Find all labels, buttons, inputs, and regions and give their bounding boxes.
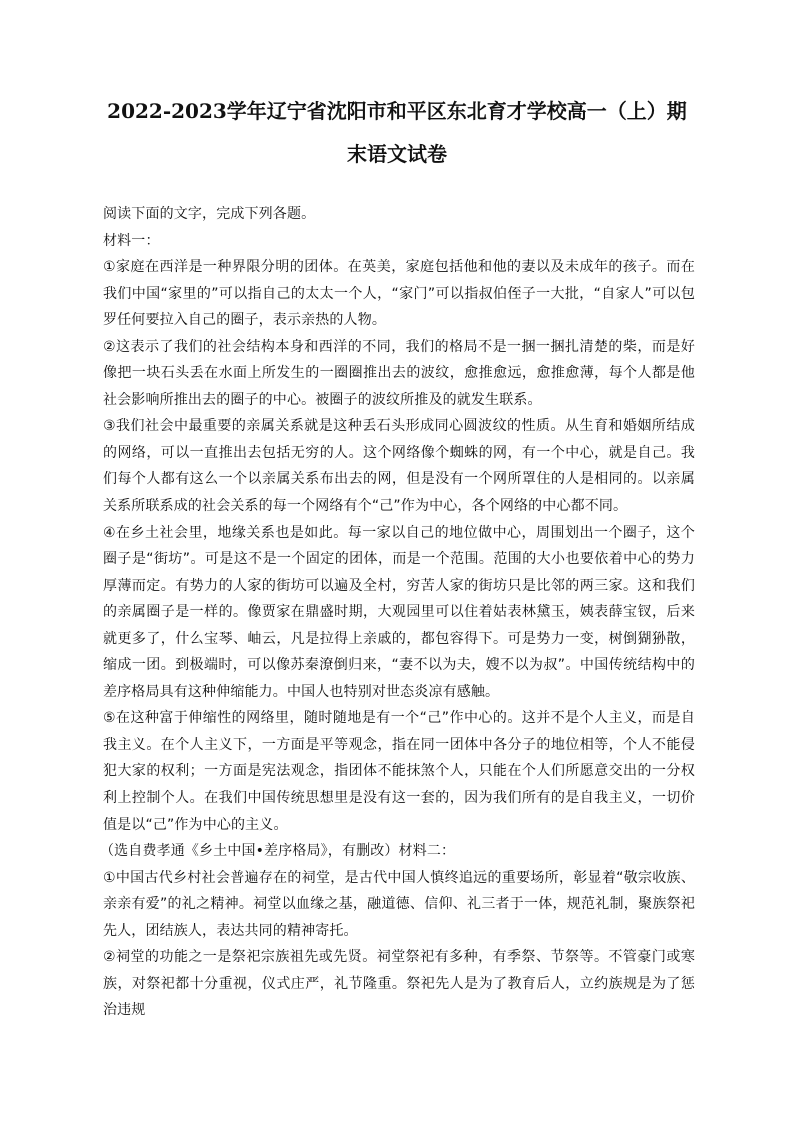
source-note-and-material-two-heading: （选自费孝通《乡土中国•差序格局》，有删改）材料二： <box>100 843 456 860</box>
material-two-paragraph-2: ②祠堂的功能之一是祭祀宗族祖先或先贤。祠堂祭祀有多种，有季祭、节祭等。不管豪门或寒族，对祭祀都十分重视，仪式庄严，礼节隆重。祭祀先人是为了教育后人，立约族规是为了惩治违规 <box>103 949 695 1019</box>
instruction-text: 阅读下面的文字，完成下列各题。 <box>103 206 316 222</box>
paragraph-2: ②这表示了我们的社会结构本身和西洋的不同，我们的格局不是一捆一捆扎清楚的柴，而是好像把一块石头丢在水面上所发生的一圈圈推出去的波纹，愈推愈远，愈推愈薄，每个人都是他社会影响所推出去的圈子的中心。被圈子的波纹所推及的就发生联系。 <box>103 338 695 408</box>
paragraph-5: ⑤在这种富于伸缩性的网络里，随时随地是有一个“己”作中心的。这并不是个人主义，而是自我主义。在个人主义下，一方面是平等观念，指在同一团体中各分子的地位相等，个人不能侵犯大家的权利；一方面是宪法观念，指团体不能抹煞个人，只能在个人们所愿意交出的一分权利上控制个人。在我们中国传统思想里是没有这一套的，因为我们所有的是自我主义，一切价值是以“己”作为中心的主义。 <box>103 710 695 833</box>
title-line-2: 末语文试卷 <box>347 142 447 166</box>
title-line-1: 2022-2023学年辽宁省沈阳市和平区东北育才学校高一（上）期 <box>107 99 687 123</box>
material-one-heading: 材料一： <box>103 232 160 249</box>
paragraph-3: ③我们社会中最重要的亲属关系就是这种丢石头形成同心圆波纹的性质。从生育和婚姻所结成的网络，可以一直推出去包括无穷的人。这个网络像个蜘蛛的网，有一个中心，就是自己。我们每个人都有这么一个以亲属关系布出去的网，但是没有一个网所罩住的人是相同的。以亲属关系所联系成的社会关系的每一个网络有个“己”作为中心，各个网络的中心都不同。 <box>103 418 695 515</box>
paragraph-1: ①家庭在西洋是一种界限分明的团体。在英美，家庭包括他和他的妻以及未成年的孩子。而在我们中国“家里的”可以指自己的太太一个人，“家门”可以指叔伯侄子一大批，“自家人”可以包罗任何要拉入自己的圈子，表示亲热的人物。 <box>103 259 695 329</box>
paragraph-4: ④在乡土社会里，地缘关系也是如此。每一家以自己的地位做中心，周围划出一个圈子，这个圈子是“街坊”。可是这不是一个固定的团体，而是一个范围。范围的大小也要依着中心的势力厚薄而定。有势力的人家的街坊可以遍及全村，穷苦人家的街坊只是比邻的两三家。这和我们的亲属圈子是一样的。像贾家在鼎盛时期，大观园里可以住着姑表林黛玉，姨表薛宝钗，后来就更多了，什么宝琴、岫云，凡是拉得上亲戚的，都包容得下。可是势力一变，树倒猢狲散，缩成一团。到极端时，可以像苏秦潦倒归来，“妻不以为夫，嫂不以为叔”。中国传统结构中的差序格局具有这种伸缩能力。中国人也特别对世态炎凉有感触。 <box>103 524 695 700</box>
article-body <box>100 201 695 1024</box>
material-two-paragraph-1: ①中国古代乡村社会普遍存在的祠堂，是古代中国人慎终追远的重要场所，彰显着“敬宗收族、亲亲有爱”的礼之精神。祠堂以血缘之基，融道德、信仰、礼三者于一体，规范礼制，聚族祭祀先人，团结族人，表达共同的精神寄托。 <box>103 869 695 939</box>
